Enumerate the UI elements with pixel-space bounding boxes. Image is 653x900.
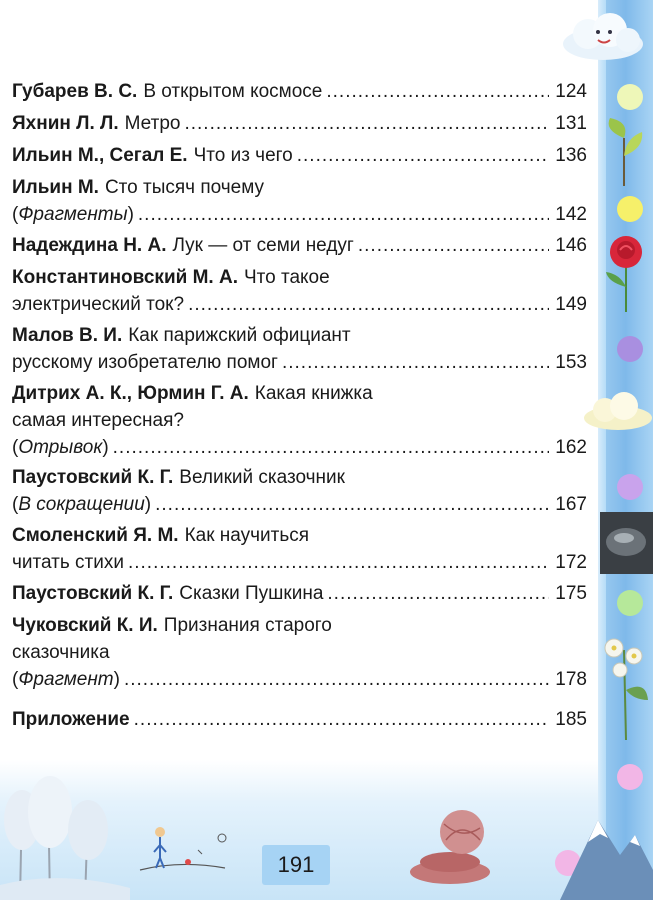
toc-title: русскому изобретателю помог: [12, 352, 278, 373]
toc-dot-leader: [326, 78, 549, 105]
toc-title: Сто тысяч почему: [104, 177, 265, 198]
toc-line: [12, 407, 587, 434]
toc-dot-leader: [282, 349, 549, 376]
toc-page-number: 142: [555, 204, 587, 225]
toc-author: Ильин М.: [12, 177, 99, 198]
toc-page-number: 136: [555, 145, 587, 166]
toc-title: читать стихи: [12, 552, 124, 573]
toc-line: [12, 522, 587, 549]
toc-title: (Отрывок): [12, 437, 109, 458]
decorative-dot: [617, 764, 643, 790]
toc-title: Великий сказочник: [179, 467, 345, 488]
toc-title: Какая книжка: [254, 383, 373, 404]
toc-author: Паустовский К. Г.: [12, 467, 174, 488]
toc-title: Как научиться: [184, 525, 310, 546]
toc-line: [12, 349, 587, 376]
toc-page-number: 162: [555, 437, 587, 458]
toc-title: Метро: [124, 113, 181, 134]
toc-page-number: 178: [555, 669, 587, 690]
toc-line: [12, 174, 587, 201]
toc-entry: [12, 464, 587, 518]
toc-line: [12, 666, 587, 693]
toc-line: [12, 706, 587, 733]
toc-line: [12, 491, 587, 518]
decorative-dot: [617, 590, 643, 616]
toc-line: [12, 110, 587, 137]
mountain-icon: [560, 800, 653, 900]
toc-title: Как парижский официант: [128, 325, 351, 346]
toc-page-number: 124: [555, 81, 587, 102]
toc-page-number: 175: [555, 583, 587, 604]
toc-title: (В сокращении): [12, 494, 152, 515]
toc-author: Приложение: [12, 709, 130, 730]
toc-page-number: 146: [555, 235, 587, 256]
toc-line: [12, 580, 587, 607]
toc-dot-leader: [184, 110, 549, 137]
yarn-ball-icon: [400, 800, 500, 890]
toc-entry: [12, 110, 587, 137]
toc-author: Чуковский К. И.: [12, 615, 158, 636]
toc-entry: [12, 612, 587, 693]
toc-page-number: 149: [555, 294, 587, 315]
toc-dot-leader: [297, 142, 549, 169]
leaf-icon: [600, 118, 648, 188]
toc-line: [12, 464, 587, 491]
toc-dot-leader: [188, 291, 549, 318]
toc-entry: [12, 174, 587, 228]
toc-title: (Фрагменты): [12, 204, 134, 225]
stone-icon: [600, 512, 653, 574]
toc-entry: [12, 322, 587, 376]
toc-author: Губарев В. С.: [12, 81, 138, 102]
decorative-dot: [617, 336, 643, 362]
page-number: 191: [262, 845, 330, 885]
toc-dot-leader: [138, 201, 549, 228]
toc-line: [12, 264, 587, 291]
toc-line: [12, 380, 587, 407]
toc-title: В открытом космосе: [143, 81, 323, 102]
toc-author: Яхнин Л. Л.: [12, 113, 119, 134]
decorative-dot: [617, 196, 643, 222]
toc-title: самая интересная?: [12, 410, 184, 431]
toc-title: электрический ток?: [12, 294, 185, 315]
toc-author: Паустовский К. Г.: [12, 583, 174, 604]
toc-entry: [12, 142, 587, 169]
toc-author: Малов В. И.: [12, 325, 123, 346]
toc-page-number: 185: [555, 709, 587, 730]
toc-dot-leader: [134, 706, 549, 733]
little-prince-icon: [130, 790, 240, 880]
toc-author: Надеждина Н. А.: [12, 235, 167, 256]
toc-author: Ильин М., Сегал Е.: [12, 145, 188, 166]
toc-entry: [12, 232, 587, 259]
rose-icon: [598, 232, 653, 312]
toc-author: Константиновский М. А.: [12, 267, 238, 288]
toc-title: сказочника: [12, 642, 110, 663]
toc-page-number: 167: [555, 494, 587, 515]
toc-dot-leader: [327, 580, 549, 607]
toc-dot-leader: [113, 434, 549, 461]
toc-dot-leader: [358, 232, 549, 259]
toc-dot-leader: [124, 666, 549, 693]
decorative-dot: [617, 474, 643, 500]
toc-author: Смоленский Я. М.: [12, 525, 179, 546]
toc-title: (Фрагмент): [12, 669, 120, 690]
toc-line: [12, 232, 587, 259]
cloud-icon: [580, 388, 653, 433]
toc-title: Что такое: [243, 267, 330, 288]
toc-line: [12, 549, 587, 576]
snowy-trees-icon: [0, 760, 130, 900]
toc-entry: [12, 706, 587, 733]
toc-line: [12, 78, 587, 105]
toc-entry: [12, 522, 587, 576]
cloud-face-icon: [558, 8, 648, 63]
toc-line: [12, 291, 587, 318]
toc-line: [12, 612, 587, 639]
toc-dot-leader: [155, 491, 549, 518]
toc-dot-leader: [128, 549, 549, 576]
toc-entry: [12, 264, 587, 318]
toc-line: [12, 322, 587, 349]
toc-title: Признания старого: [163, 615, 332, 636]
toc-entry: [12, 78, 587, 105]
toc-line: [12, 434, 587, 461]
toc-title: Лук — от семи недуг: [172, 235, 354, 256]
white-flowers-icon: [596, 630, 653, 740]
toc-line: [12, 639, 587, 666]
toc-line: [12, 142, 587, 169]
toc-entry: [12, 580, 587, 607]
toc-page-number: 153: [555, 352, 587, 373]
toc-title: Что из чего: [193, 145, 293, 166]
toc-page-number: 131: [555, 113, 587, 134]
toc-author: Дитрих А. К., Юрмин Г. А.: [12, 383, 249, 404]
toc-title: Сказки Пушкина: [179, 583, 324, 604]
toc-page-number: 172: [555, 552, 587, 573]
toc-line: [12, 201, 587, 228]
decorative-dot: [617, 84, 643, 110]
toc-entry: [12, 380, 587, 461]
